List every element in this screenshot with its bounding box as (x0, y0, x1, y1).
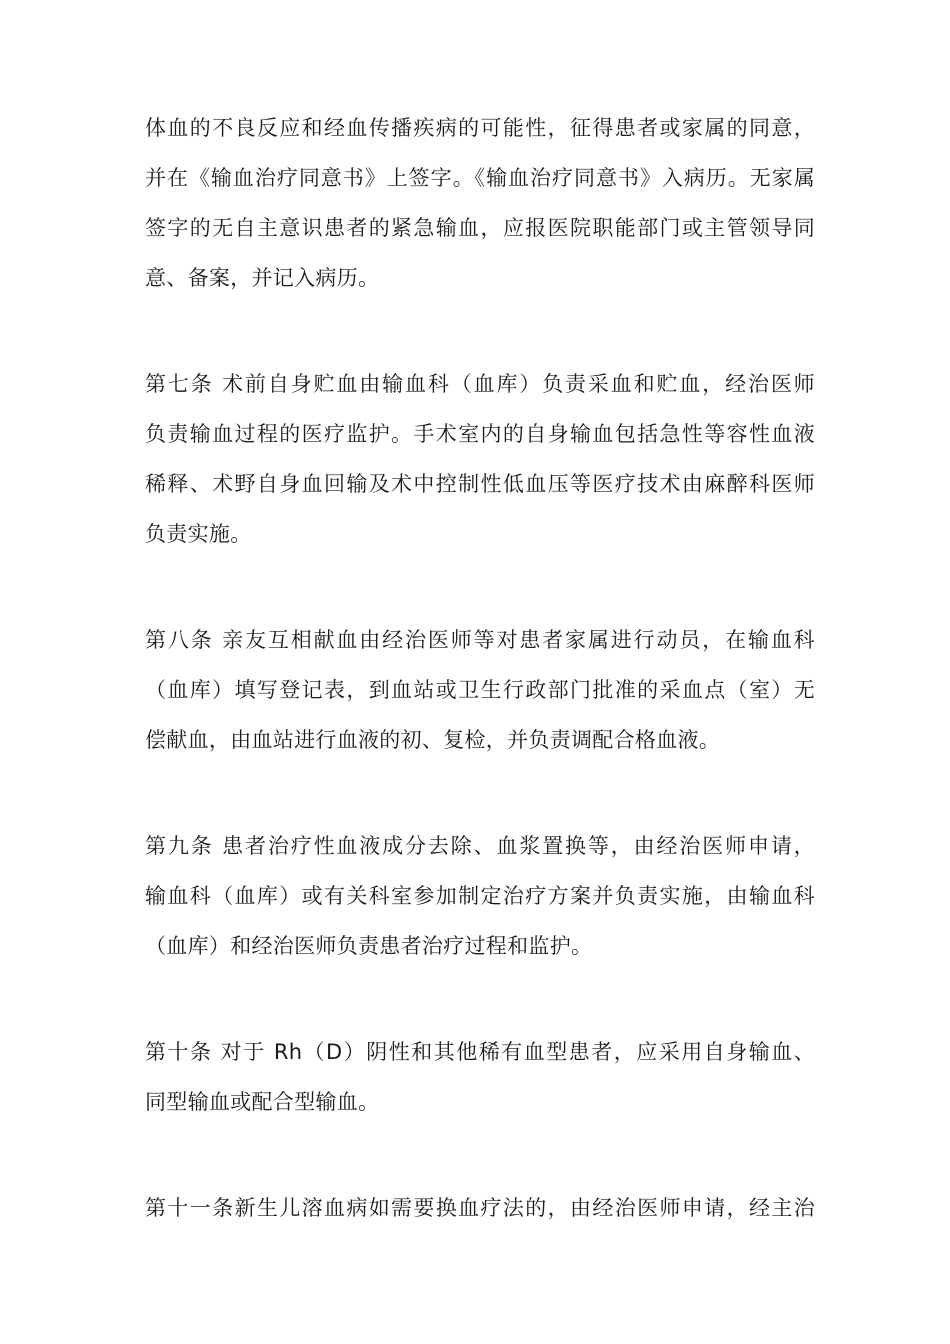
text-line: 第十条 对于 Rh（D）阴性和其他稀有血型患者，应采用自身输血、 (145, 1040, 815, 1064)
paragraph-article-7 (145, 359, 815, 559)
text-line: 输血科（血库）或有关科室参加制定治疗方案并负责实施，由输血科 (145, 884, 815, 908)
text-line: 第九条 患者治疗性血液成分去除、血浆置换等，由经治医师申请， (145, 834, 815, 858)
text-line: （血库）和经治医师负责患者治疗过程和监护。 (145, 934, 593, 958)
text-line: 意、备案，并记入病历。 (145, 266, 380, 290)
text-line: 第十一条新生儿溶血病如需要换血疗法的，由经治医师申请，经主治 (145, 1196, 815, 1220)
text-line: 负责实施。 (145, 522, 252, 546)
paragraph-article-8 (145, 615, 815, 765)
text-line: 偿献血，由血站进行血液的初、复检，并负责调配合格血液。 (145, 728, 721, 752)
document-page (145, 103, 815, 1289)
text-line: 并在《输血治疗同意书》上签字。《输血治疗同意书》入病历。无家属 (145, 166, 815, 190)
text-line: （血库）填写登记表，到血站或卫生行政部门批准的采血点（室）无 (145, 678, 815, 702)
text-line: 签字的无自主意识患者的紧急输血，应报医院职能部门或主管领导同 (145, 216, 815, 240)
paragraph-consent (145, 103, 815, 303)
paragraph-article-9 (145, 821, 815, 971)
text-line: 体血的不良反应和经血传播疾病的可能性，征得患者或家属的同意， (145, 116, 815, 140)
paragraph-article-11 (145, 1183, 815, 1233)
text-line: 第七条 术前自身贮血由输血科（血库）负责采血和贮血，经治医师 (145, 372, 815, 396)
text-line: 稀释、术野自身血回输及术中控制性低血压等医疗技术由麻醉科医师 (145, 472, 815, 496)
paragraph-article-10 (145, 1027, 815, 1127)
text-line: 负责输血过程的医疗监护。手术室内的自身输血包括急性等容性血液 (145, 422, 815, 446)
text-line: 同型输血或配合型输血。 (145, 1090, 380, 1114)
text-line: 第八条 亲友互相献血由经治医师等对患者家属进行动员，在输血科 (145, 628, 815, 652)
